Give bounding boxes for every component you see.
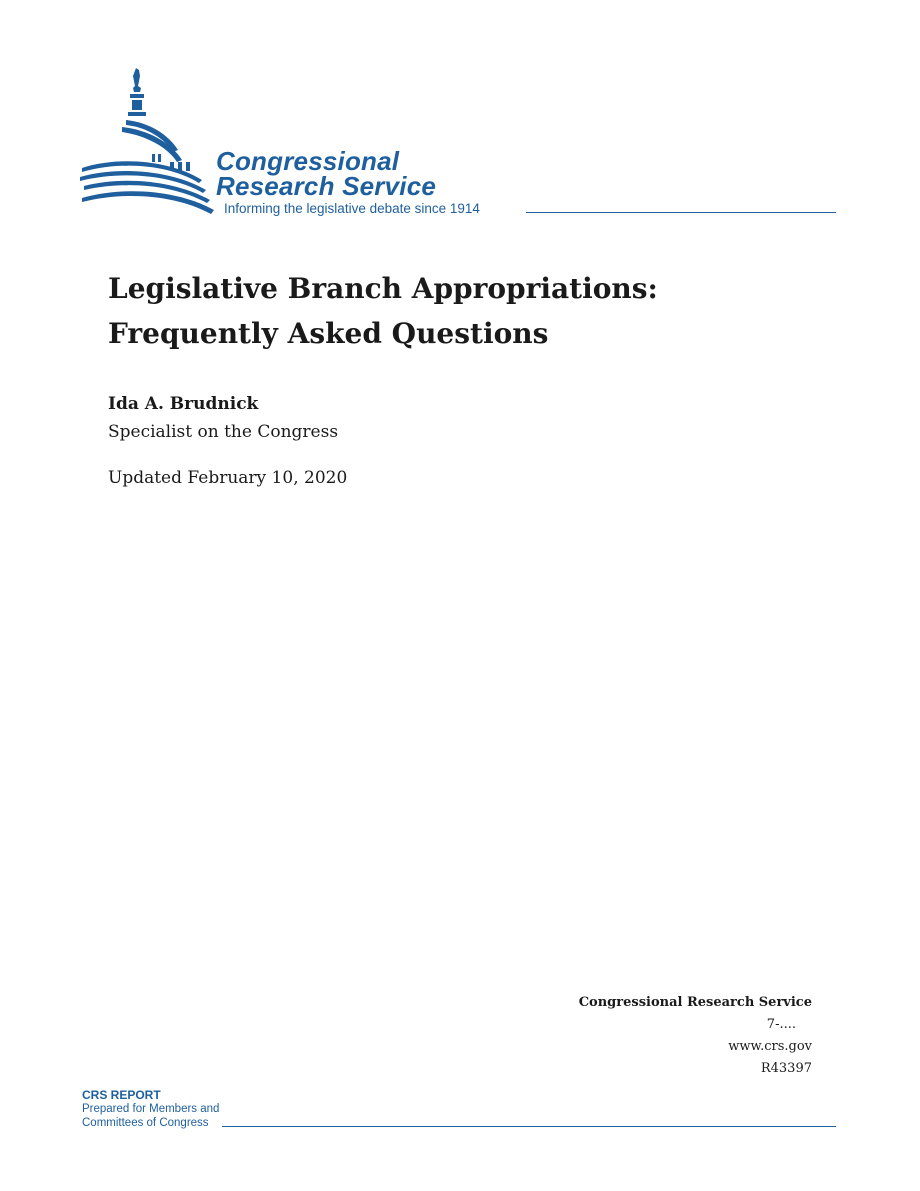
report-title — [108, 266, 828, 356]
author-name: Ida A. Brudnick — [108, 394, 259, 414]
publisher-org: Congressional Research Service — [578, 995, 812, 1010]
footer — [82, 1088, 837, 1132]
report-number: R43397 — [760, 1061, 812, 1076]
publisher-website: www.crs.gov — [728, 1039, 812, 1054]
report-title-line2: Frequently Asked Questions — [108, 317, 549, 350]
footer-line2: Committees of Congress — [82, 1117, 209, 1129]
logo-tagline: Informing the legislative debate since 1914 — [224, 201, 480, 216]
publisher-info — [579, 992, 812, 1080]
author-role: Specialist on the Congress — [108, 422, 339, 442]
footer-label: CRS REPORT — [82, 1088, 161, 1102]
footer-divider — [222, 1126, 836, 1127]
capitol-dome-icon — [78, 64, 218, 219]
footer-line1: Prepared for Members and — [82, 1103, 220, 1115]
report-title-line1: Legislative Branch Appropriations: — [108, 272, 658, 305]
logo-name-line1: Congressional — [216, 146, 400, 176]
publisher-code: 7-.... — [766, 1017, 796, 1032]
logo-name-line2: Research Service — [216, 171, 437, 201]
updated-date: Updated February 10, 2020 — [108, 468, 348, 488]
crs-logo — [78, 64, 838, 224]
logo-divider — [526, 212, 836, 213]
